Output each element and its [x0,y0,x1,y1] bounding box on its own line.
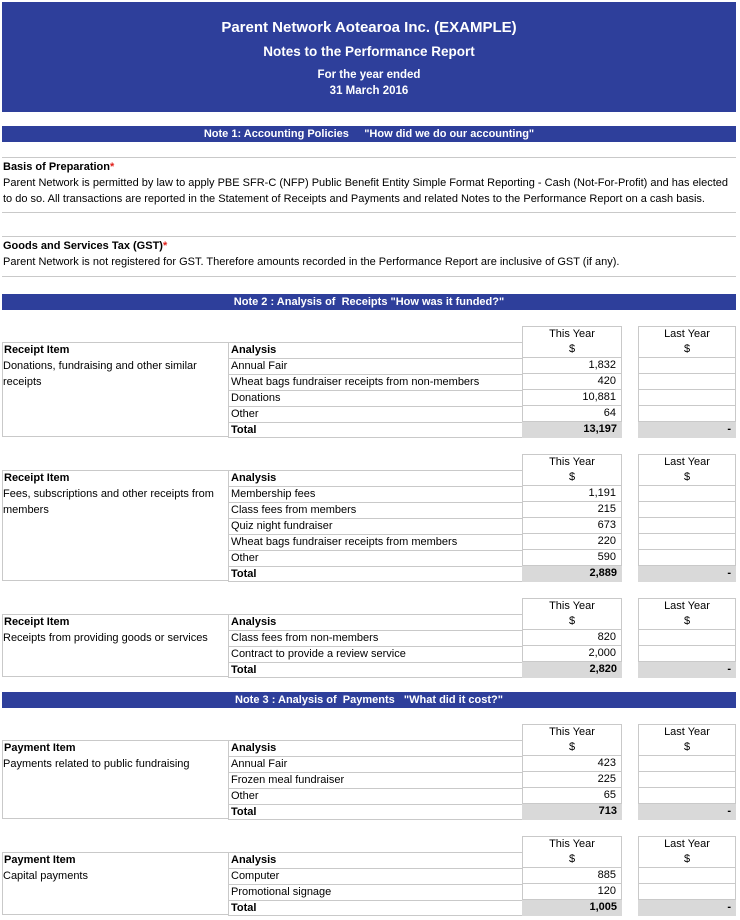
analysis-header: Analysis [228,470,522,486]
note1-title-bar: Note 1: Accounting Policies "How did we do our accounting" [2,126,736,142]
this-year-currency: $ [522,852,622,868]
analysis-row-label: Other [228,788,522,804]
gst-policy [3,238,735,270]
last-year-total: - [638,566,736,582]
this-year-value: 220 [522,534,622,550]
last-year-currency: $ [638,470,736,486]
required-asterisk: * [109,161,115,173]
last-year-header: Last Year [638,836,736,852]
last-year-header: Last Year [638,598,736,614]
divider [2,236,736,237]
last-year-value [638,884,736,900]
this-year-header: This Year [522,724,622,740]
divider [2,157,736,158]
period-line-1: For the year ended [317,69,421,81]
this-year-value: 64 [522,406,622,422]
last-year-total: - [638,422,736,438]
last-year-value [638,390,736,406]
item-description: Fees, subscriptions and other receipts from members [3,488,214,516]
item-cell-border [2,342,228,437]
last-year-currency: $ [638,852,736,868]
report-title: Notes to the Performance Report [263,44,475,59]
this-year-header: This Year [522,598,622,614]
last-year-total: - [638,900,736,916]
item-label: Receipt Item [2,470,228,486]
last-year-total: - [638,662,736,678]
this-year-total: 713 [522,804,622,820]
report-header [2,2,736,112]
last-year-value [638,630,736,646]
last-year-value [638,868,736,884]
this-year-value: 590 [522,550,622,566]
last-year-header: Last Year [638,454,736,470]
last-year-value [638,550,736,566]
this-year-value: 2,000 [522,646,622,662]
analysis-row-label: Annual Fair [228,756,522,772]
gst-text: Parent Network is not registered for GST. Therefore amounts recorded in the Performance Report are inclusive of GST (if any). [3,256,620,268]
analysis-row-label: Class fees from members [228,502,522,518]
item-description: Capital payments [3,870,88,882]
this-year-value: 1,832 [522,358,622,374]
this-year-header: This Year [522,326,622,342]
note2-title-bar: Note 2 : Analysis of Receipts "How was it funded?" [2,294,736,310]
this-year-value: 1,191 [522,486,622,502]
item-label: Receipt Item [2,614,228,630]
analysis-row-label: Frozen meal fundraiser [228,772,522,788]
item-cell-border [2,852,228,915]
total-label: Total [228,566,522,582]
note3-title-bar: Note 3 : Analysis of Payments "What did it cost?" [2,692,736,708]
item-label: Receipt Item [2,342,228,358]
this-year-value: 885 [522,868,622,884]
divider [2,276,736,277]
this-year-total: 2,889 [522,566,622,582]
last-year-value [638,406,736,422]
this-year-currency: $ [522,470,622,486]
last-year-value [638,486,736,502]
this-year-header: This Year [522,454,622,470]
last-year-value [638,646,736,662]
this-year-header: This Year [522,836,622,852]
analysis-header: Analysis [228,852,522,868]
analysis-row-label: Computer [228,868,522,884]
this-year-value: 673 [522,518,622,534]
this-year-total: 2,820 [522,662,622,678]
required-asterisk: * [162,240,168,252]
analysis-row-label: Other [228,550,522,566]
this-year-currency: $ [522,342,622,358]
last-year-value [638,358,736,374]
this-year-value: 65 [522,788,622,804]
analysis-row-label: Annual Fair [228,358,522,374]
basis-of-preparation [3,159,735,207]
item-description: Receipts from providing goods or services [3,632,208,644]
analysis-row-label: Wheat bags fundraiser receipts from non-members [228,374,522,390]
last-year-value [638,772,736,788]
last-year-currency: $ [638,740,736,756]
last-year-value [638,518,736,534]
last-year-total: - [638,804,736,820]
last-year-value [638,534,736,550]
last-year-value [638,374,736,390]
gst-heading: Goods and Services Tax (GST) [3,240,163,252]
basis-text: Parent Network is permitted by law to apply PBE SFR-C (NFP) Public Benefit Entity Simple Format Reporting - Cash (Not-For-Profit) and has elected to do so. All transactions are reported in the Statement of Receipts and Payments and related Notes to the Performance Report on a cash basis. [3,177,729,205]
last-year-value [638,788,736,804]
this-year-currency: $ [522,740,622,756]
this-year-value: 215 [522,502,622,518]
divider [2,212,736,213]
this-year-value: 423 [522,756,622,772]
item-description: Payments related to public fundraising [3,758,190,770]
analysis-row-label: Class fees from non-members [228,630,522,646]
item-description: Donations, fundraising and other similar receipts [3,360,197,388]
period-line-2: 31 March 2016 [329,85,409,97]
last-year-header: Last Year [638,326,736,342]
total-label: Total [228,662,522,678]
this-year-value: 225 [522,772,622,788]
this-year-total: 13,197 [522,422,622,438]
item-cell-border [2,740,228,819]
analysis-header: Analysis [228,740,522,756]
analysis-row-label: Promotional signage [228,884,522,900]
total-label: Total [228,422,522,438]
analysis-row-label: Other [228,406,522,422]
last-year-currency: $ [638,614,736,630]
analysis-row-label: Donations [228,390,522,406]
total-label: Total [228,900,522,916]
this-year-value: 420 [522,374,622,390]
last-year-header: Last Year [638,724,736,740]
item-cell-border [2,470,228,581]
last-year-value [638,502,736,518]
organisation-name: Parent Network Aotearoa Inc. (EXAMPLE) [221,19,517,36]
item-label: Payment Item [2,852,228,868]
analysis-row-label: Wheat bags fundraiser receipts from members [228,534,522,550]
item-cell-border [2,614,228,677]
this-year-value: 10,881 [522,390,622,406]
analysis-row-label: Quiz night fundraiser [228,518,522,534]
this-year-value: 820 [522,630,622,646]
analysis-header: Analysis [228,614,522,630]
item-label: Payment Item [2,740,228,756]
report-period [2,67,736,99]
this-year-total: 1,005 [522,900,622,916]
this-year-currency: $ [522,614,622,630]
analysis-row-label: Membership fees [228,486,522,502]
analysis-header: Analysis [228,342,522,358]
analysis-row-label: Contract to provide a review service [228,646,522,662]
basis-heading: Basis of Preparation [3,161,110,173]
last-year-currency: $ [638,342,736,358]
total-label: Total [228,804,522,820]
last-year-value [638,756,736,772]
this-year-value: 120 [522,884,622,900]
